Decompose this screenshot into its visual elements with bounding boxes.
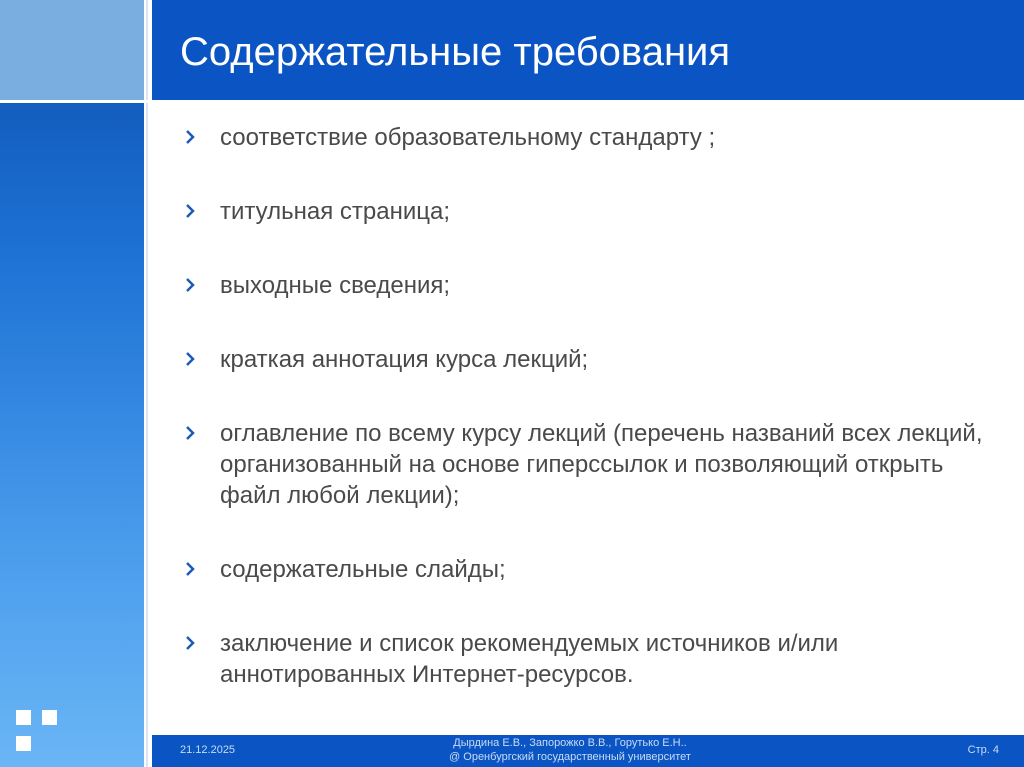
bullet-item <box>185 122 1005 153</box>
bullet-text: титульная страница; <box>220 198 451 225</box>
bullet-item <box>185 344 1005 375</box>
chevron-right-icon <box>185 426 195 440</box>
slide-title: Содержательные требования <box>180 30 731 74</box>
title-separator <box>0 100 1024 103</box>
left-gradient-panel <box>0 0 144 767</box>
chevron-right-icon <box>185 278 195 292</box>
squares-decoration-icon <box>16 736 31 751</box>
footer-page-number: Стр. 4 <box>967 744 999 756</box>
bullet-text: соответствие образовательному стандарту ; <box>220 124 716 151</box>
bullet-text: оглавление по всему курсу лекций (перечень названий всех лекций, организованный на основе гиперссылок и позволяющий открыть файл любой лекции); <box>220 420 983 509</box>
chevron-right-icon <box>185 130 195 144</box>
chevron-right-icon <box>185 204 195 218</box>
footer-university: @ Оренбургский государственный университет <box>449 751 691 763</box>
bullet-text: краткая аннотация курса лекций; <box>220 346 589 373</box>
bullet-text: содержательные слайды; <box>220 556 506 583</box>
vertical-accent-line <box>146 0 148 767</box>
bullet-text: выходные сведения; <box>220 272 451 299</box>
bullet-item <box>185 418 1005 511</box>
squares-decoration-icon <box>42 710 57 725</box>
footer-date: 21.12.2025 <box>180 744 236 756</box>
left-top-block <box>0 0 144 100</box>
slide-content <box>185 122 1005 690</box>
footer-authors-block <box>390 736 750 764</box>
chevron-right-icon <box>185 636 195 650</box>
bullet-item <box>185 270 1005 301</box>
chevron-right-icon <box>185 352 195 366</box>
footer-authors: Дырдина Е.В., Запорожко В.В., Горутько Е.Н.. <box>453 737 687 749</box>
bullet-list <box>185 122 1005 690</box>
bullet-item <box>185 196 1005 227</box>
bullet-text: заключение и список рекомендуемых источников и/или аннотированных Интернет-ресурсов. <box>220 630 839 688</box>
squares-decoration-icon <box>16 710 31 725</box>
bullet-item <box>185 554 1005 585</box>
bullet-item <box>185 628 1005 690</box>
chevron-right-icon <box>185 562 195 576</box>
